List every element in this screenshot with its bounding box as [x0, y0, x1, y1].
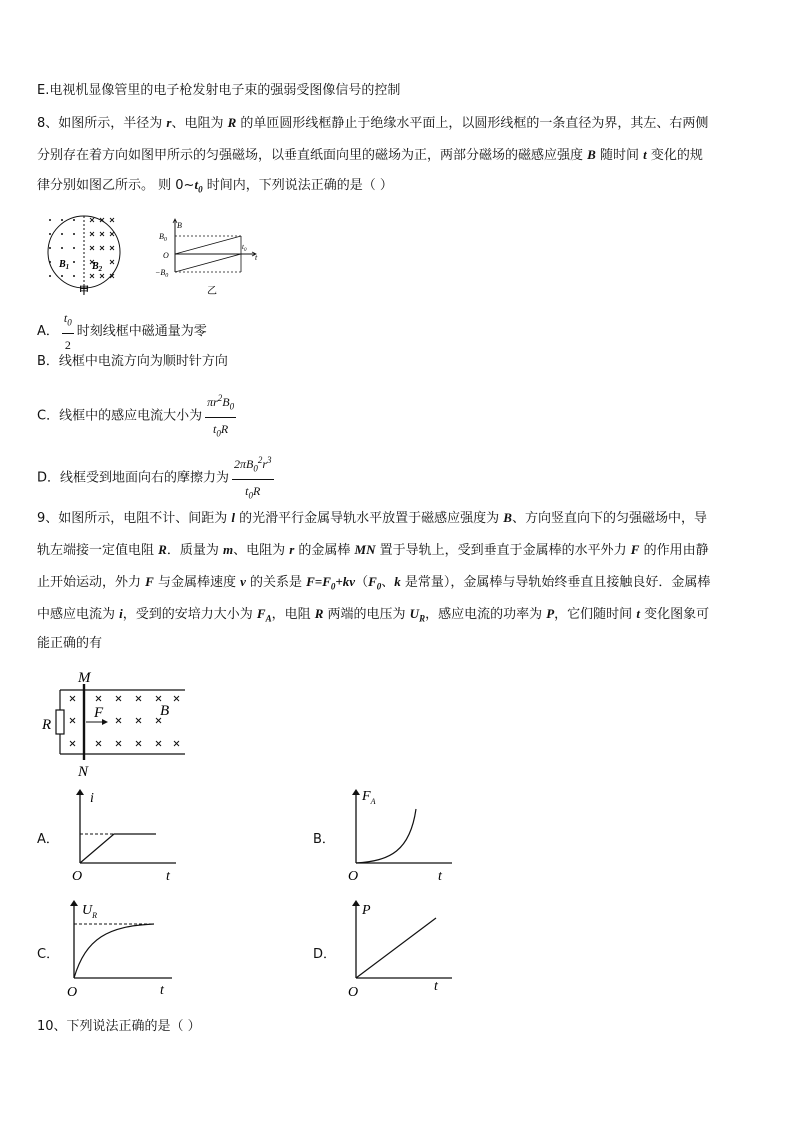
- q8-line-2: 分别存在着方向如图甲所示的匀强磁场，以垂直纸面向里的磁场为正，两部分磁场的磁感应强度 B 随时间 t 变化的规: [37, 147, 703, 163]
- label-b2: B: [92, 261, 99, 272]
- graph-d-curve: [356, 918, 436, 978]
- svg-text:O: O: [72, 869, 83, 884]
- svg-text:t: t: [434, 979, 438, 994]
- figure-label-yi: 乙: [207, 286, 217, 297]
- q8-line-1: 8、如图所示，半径为 r、电阻为 R 的单匝圆形线框静止于绝缘水平面上，以圆形线框的一条直径为界，其左、右两侧: [37, 115, 709, 131]
- svg-text:t: t: [166, 869, 170, 884]
- q10-line: 10、下列说法正确的是（ ）: [37, 1019, 201, 1034]
- q8-figure-jia: [40, 212, 130, 296]
- graph-c-curve: [74, 924, 154, 978]
- q9-option-d-label: D．: [313, 947, 337, 962]
- q8-option-c: C．线框中的感应电流大小为 $\frac{\pi r^2B_0}{t_0R}$: [37, 388, 239, 444]
- svg-text:FA: $F_A$: [362, 789, 376, 806]
- q9-graph-d: [340, 898, 460, 998]
- q9-line-4: 中感应电流为 i，受到的安培力大小为 $F_A$，电阻 R 两端的电压为 $U_R$，感应电流的功率为 P，它们随时间 t 变化图象可: [37, 606, 710, 624]
- svg-text:B: B: [160, 703, 170, 719]
- figure-label-jia: 甲: [79, 286, 89, 296]
- svg-text:O: O: [348, 985, 359, 998]
- q9-option-b-label: B．: [313, 832, 335, 847]
- label-b1: B: [59, 259, 66, 270]
- svg-text:i: i: [90, 791, 94, 806]
- svg-text:B0: $B_0$: [159, 232, 167, 243]
- graph-a-curve: [80, 834, 156, 863]
- svg-text:−B0: $-B_0$: [155, 268, 169, 279]
- svg-text:B: B: [177, 221, 182, 230]
- svg-text:O: O: [348, 869, 359, 884]
- svg-text:N: N: [78, 764, 89, 780]
- q9-graph-c: [64, 898, 184, 998]
- svg-text:t: t: [255, 253, 258, 262]
- q9-option-c-label: C．: [37, 947, 60, 962]
- q9-circuit-figure: [40, 668, 190, 780]
- b-line-up-lower: [175, 254, 241, 272]
- q9-line-2: 轨左端接一定值电阻 R．质量为 m、电阻为 r 的金属棒 MN 置于导轨上，受到垂直于金属棒的水平外力 F 的作用由静: [37, 542, 709, 558]
- b-line-up: [175, 236, 241, 254]
- q8-option-a: A． $\frac{t_0}{2}$ 时刻线框中磁通量为零: [37, 308, 207, 355]
- svg-text:t: t: [438, 869, 442, 884]
- svg-text:t0: $t_0$: [242, 243, 247, 253]
- svg-text:F: F: [94, 705, 104, 721]
- svg-text:B2: $B_2$: [92, 261, 103, 273]
- q9-line-5: 能正确的有: [37, 636, 103, 651]
- q8-line-3: 律分别如图乙所示。 则 $0\sim t_0$ 时间内，下列说法正确的是（ ）: [37, 177, 393, 195]
- q9-graph-a: [64, 787, 184, 887]
- svg-text:O: O: [163, 251, 169, 260]
- q9-option-a-label: A．: [37, 832, 59, 847]
- svg-text:P: P: [362, 903, 371, 918]
- option-e-text: E.电视机显像管里的电子枪发射电子束的强弱受图像信号的控制: [37, 83, 401, 98]
- svg-text:M: M: [78, 670, 91, 686]
- svg-text:B1: $B_1$: [59, 259, 70, 271]
- svg-text:t: t: [160, 983, 164, 998]
- resistor: [56, 710, 64, 734]
- q9-graph-b: [340, 787, 460, 887]
- q8-option-d: D．线框受到地面向右的摩擦力为 $\frac{2\pi B_0^2r^3}{t_0R}$: [37, 450, 277, 506]
- q9-line-1: 9、如图所示，电阻不计、间距为 l 的光滑平行金属导轨水平放置于磁感应强度为 B、方向竖直向下的匀强磁场中，导: [37, 510, 707, 526]
- q8-option-b: B．线框中电流方向为顺时针方向: [37, 354, 228, 369]
- graph-b-curve: [356, 809, 416, 863]
- q9-line-3: 止开始运动，外力 F 与金属棒速度 v 的关系是 $F=F_0+kv(F_0$、k 是常量），金属棒与导轨始终垂直且接触良好．金属棒: [37, 574, 711, 592]
- svg-text:O: O: [67, 985, 78, 998]
- svg-text:R: R: [42, 717, 52, 733]
- q8-figure-yi: [155, 218, 265, 298]
- svg-text:UR: $U_R$: [82, 903, 98, 920]
